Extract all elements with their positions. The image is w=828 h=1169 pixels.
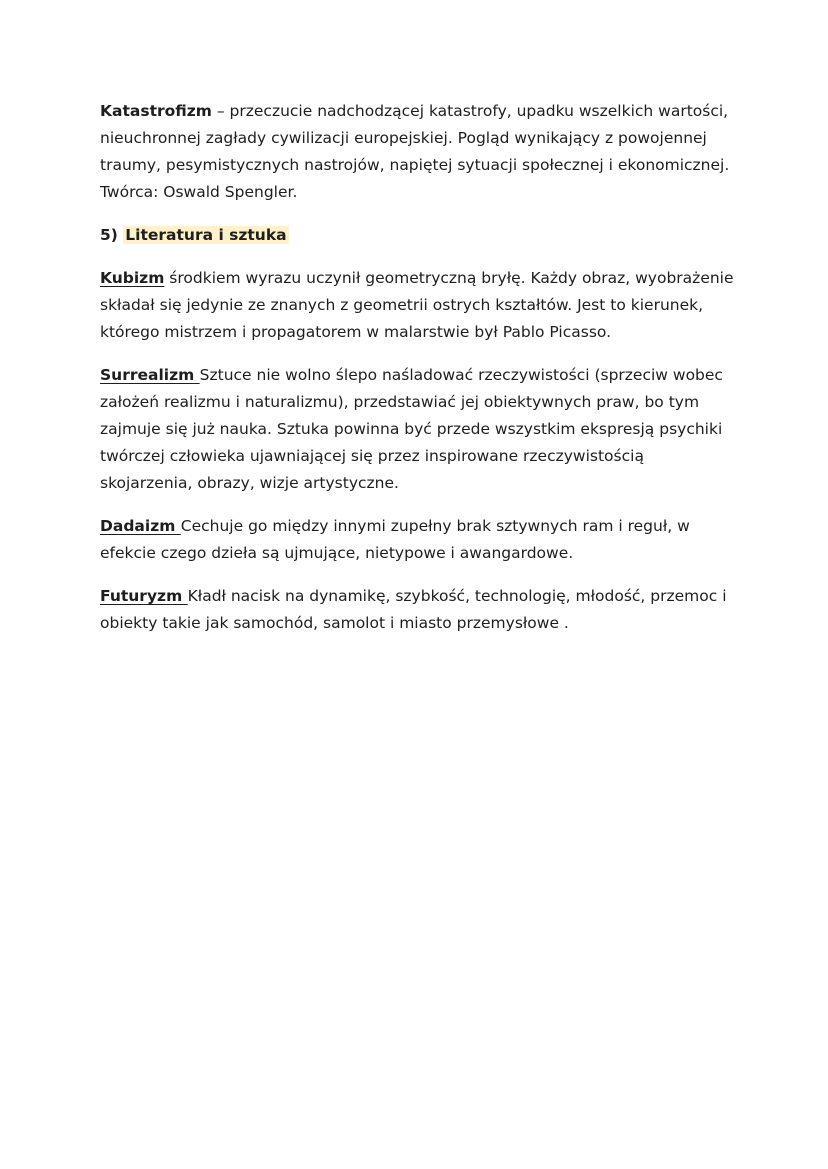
term-surrealizm: Surrealizm: [100, 366, 200, 384]
paragraph-dadaizm: [100, 513, 740, 567]
paragraph-surrealizm: [100, 362, 740, 497]
term-futuryzm: Futuryzm: [100, 587, 188, 605]
section-number: 5): [100, 226, 118, 244]
term-katastrofizm: Katastrofizm: [100, 102, 212, 120]
paragraph-katastrofizm: [100, 98, 740, 206]
definition-dadaizm: Cechuje go między innymi zupełny brak sztywnych ram i reguł, w efekcie czego dzieła są ujmujące, nietypowe i awangardowe.: [100, 517, 690, 562]
document-content: [100, 98, 740, 653]
definition-kubizm: środkiem wyrazu uczynił geometryczną bryłę. Każdy obraz, wyobrażenie składał się jedynie ze znanych z geometrii ostrych kształtów. Jest to kierunek, którego mistrzem i propagatorem w malarstwie był Pablo Picasso.: [100, 269, 734, 341]
definition-katastrofizm: – przeczucie nadchodzącej katastrofy, upadku wszelkich wartości, nieuchronnej zagłady cywilizacji europejskiej. Pogląd wynikający z powojennej traumy, pesymistycznych nastrojów, napiętej sytuacji społecznej i ekonomicznej. Twórca: Oswald Spengler.: [100, 102, 730, 201]
section-title: Literatura i sztuka: [125, 226, 287, 244]
term-kubizm: Kubizm: [100, 269, 165, 287]
definition-surrealizm: Sztuce nie wolno ślepo naśladować rzeczywistości (sprzeciw wobec założeń realizmu i naturalizmu), przedstawiać jej obiektywnych praw, bo tym zajmuje się już nauka. Sztuka powinna być przede wszystkim ekspresją psychiki twórczej człowieka ujawniającej się przez inspirowane rzeczywistością skojarzenia, obrazy, wizje artystyczne.: [100, 366, 723, 492]
paragraph-kubizm: [100, 265, 740, 346]
term-dadaizm: Dadaizm: [100, 517, 181, 535]
definition-futuryzm: Kładł nacisk na dynamikę, szybkość, technologię, młodość, przemoc i obiekty takie jak samochód, samolot i miasto przemysłowe .: [100, 587, 727, 632]
paragraph-futuryzm: [100, 583, 740, 637]
section-heading: [100, 222, 740, 249]
